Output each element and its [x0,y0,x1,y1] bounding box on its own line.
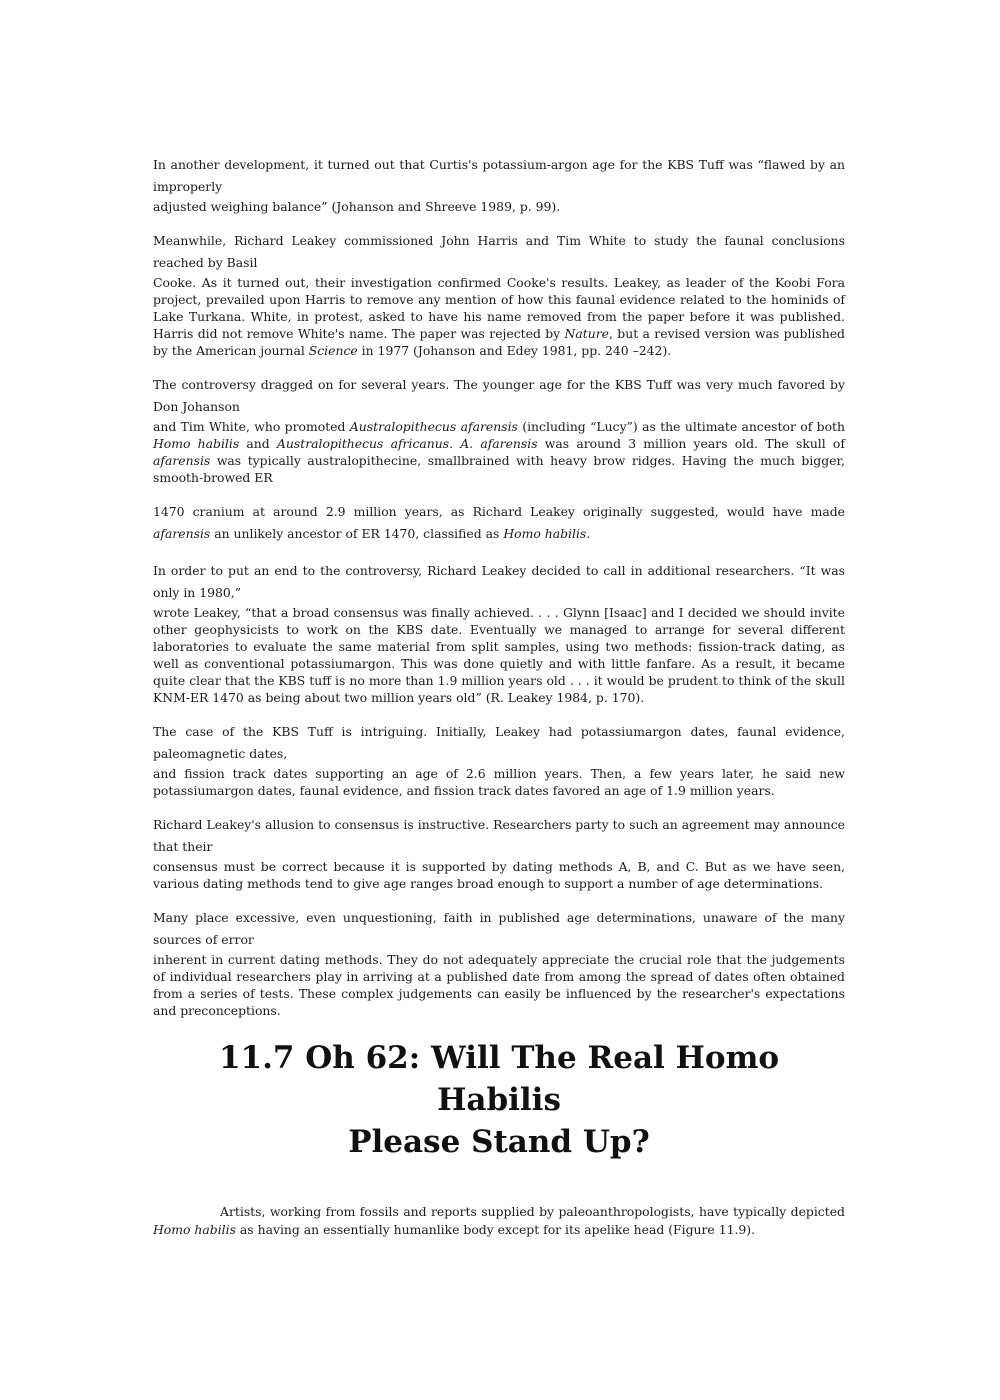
paragraph-text: , but a revised version was published by the American journal [153,326,845,358]
italic-text: afarensis [153,453,211,468]
italic-text: afarensis [153,526,211,541]
paragraph-text: and [239,436,277,451]
paragraph-text: (including “Lucy”) as the ultimate ancestor of both [517,419,845,434]
paragraph-first-line: The case of the KBS Tuff is intriguing. Initially, Leakey had potassiumargon dates, faunal evidence, paleomagnetic dates, [153,724,845,761]
paragraph-text: inherent in current dating methods. They do not adequately appreciate the crucial role that the judgements of individual researchers play in arriving at a published date from among the spread of dates often obtained from a series of tests. These complex judgements can easily be influenced by the researcher's expectations and preconceptions. [153,952,845,1018]
paragraph-2 [153,230,845,359]
paragraph-6 [153,721,845,799]
paragraph-text: . [449,436,461,451]
paragraph-first-line: The controversy dragged on for several years. The younger age for the KBS Tuff was very much favored by Don Johanson [153,377,845,414]
paragraph-first-line: Many place excessive, even unquestioning, faith in published age determinations, unaware of the many sources of error [153,910,845,947]
paragraph-text: and fission track dates supporting an age of 2.6 million years. Then, a few years later, he said new potassiumargon dates, faunal evidence, and fission track dates favored an age of 1.9 million years. [153,766,845,798]
italic-text: Australopithecus africanus [276,436,450,451]
italic-text: Australopithecus afarensis [349,419,518,434]
section-heading [153,1037,845,1163]
italic-text: A. afarensis [460,436,538,451]
paragraph-1 [153,154,845,215]
paragraph-closing [153,1203,845,1239]
paragraph-first-line: In order to put an end to the controversy, Richard Leakey decided to call in additional researchers. “It was only in 1980,” [153,563,845,600]
paragraph-text: adjusted weighing balance” (Johanson and Shreeve 1989, p. 99). [153,199,561,214]
paragraph-text: 1470 cranium at around 2.9 million years, as Richard Leakey originally suggested, would have made [153,504,845,519]
section-heading-line: 11.7 Oh 62: Will The Real Homo Habilis [218,1040,780,1118]
document-body [153,154,845,1254]
paragraph-5 [153,560,845,706]
paragraph-text: Cooke. As it turned out, their investigation confirmed Cooke's results. Leakey, as leader of the Koobi Fora project, prevailed upon Harris to remove any mention of how this faunal evidence related to the hominids of Lake Turkana. White, in protest, asked to have his name removed from the paper before it was published. Harris did not remove White's name. The paper was rejected by [153,275,845,341]
paragraph-text: was typically australopithecine, smallbrained with heavy brow ridges. Having the much bigger, smooth-browed ER [153,453,845,485]
paragraph-text: consensus must be correct because it is supported by dating methods A, B, and C. But as we have seen, various dating methods tend to give age ranges broad enough to support a number of age determinations. [153,859,845,891]
paragraph-text: in 1977 (Johanson and Edey 1981, pp. 240 –242). [357,343,672,358]
paragraph-text: Artists, working from fossils and reports supplied by paleoanthropologists, have typically depicted [220,1204,845,1219]
paragraph-3 [153,374,845,486]
paragraph-first-line: Meanwhile, Richard Leakey commissioned John Harris and Tim White to study the faunal conclusions reached by Basil [153,233,845,270]
italic-text: Homo habilis [153,1222,236,1237]
paragraph-first-line: In another development, it turned out that Curtis's potassium-argon age for the KBS Tuff was “flawed by an improperly [153,157,845,194]
paragraph-4 [153,501,845,545]
paragraph-text: . [586,526,591,541]
italic-text: Homo habilis [153,436,240,451]
paragraph-first-line: Richard Leakey's allusion to consensus is instructive. Researchers party to such an agreement may announce that their [153,817,845,854]
italic-text: Nature [564,326,609,341]
paragraph-text: as having an essentially humanlike body except for its apelike head (Figure 11.9). [235,1222,756,1237]
italic-text: Homo habilis [503,526,587,541]
paragraph-text: was around 3 million years old. The skull of [537,436,845,451]
paragraph-8 [153,907,845,1019]
paragraph-text: ancestor of ER 1470, classified as [287,526,504,541]
paragraph-text: wrote Leakey, “that a broad consensus was finally achieved. . . . Glynn [Isaac] and I decided we should invite other geophysicists to work on the KBS date. Eventually we managed to arrange for several different laboratories to evaluate the same material from split samples, using two methods: fission-track dating, as well as conventional potassiumargon. This was done quietly and with little fanfare. As a result, it became quite clear that the KBS tuff is no more than 1.9 million years old . . . it would be prudent to think of the skull KNM-ER 1470 as being about two million years old” (R. Leakey 1984, p. 170). [153,605,845,705]
paragraph-7 [153,814,845,892]
paragraph-text: and Tim White, who promoted [153,419,350,434]
paragraph-text: an unlikely [210,526,284,541]
section-heading-line: Please Stand Up? [348,1124,650,1160]
italic-text: Science [308,343,358,358]
